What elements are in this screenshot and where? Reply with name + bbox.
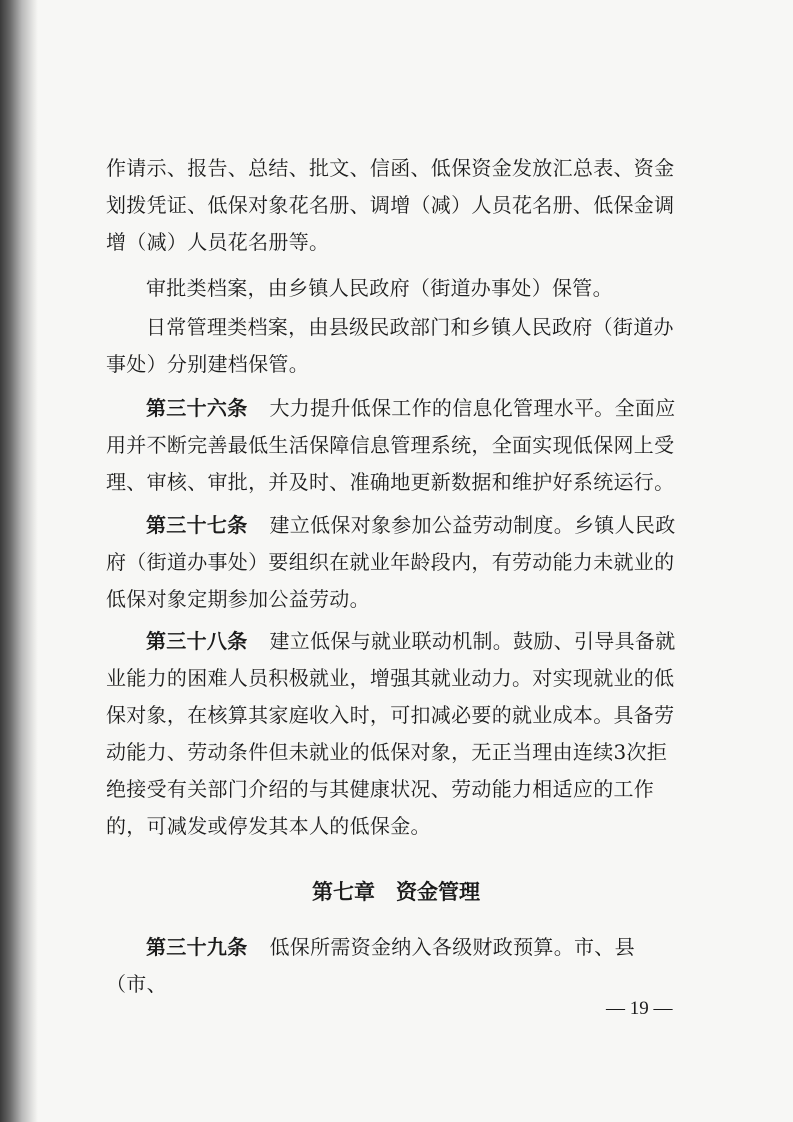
paragraph-text: 审批类档案，由乡镇人民政府（街道办事处）保管。	[146, 276, 613, 300]
paragraph-article-38	[106, 623, 686, 845]
paragraph-daily-archives	[106, 309, 686, 383]
article-number: 第三十九条	[146, 935, 248, 959]
article-number: 第三十七条	[146, 513, 248, 537]
paragraph-article-39	[106, 929, 686, 1003]
paragraph-text: 建立低保与就业联动机制。鼓励、引导具备就业能力的困难人员积极就业，增强其就业动力。对实现就业的低保对象，在核算其家庭收入时，可扣减必要的就业成本。具备劳动能力、劳动条件但未就业的低保对象，无正当理由连续3次拒绝接受有关部门介绍的与其健康状况、劳动能力相适应的工作的，可减发或停发其本人的低保金。	[106, 629, 676, 838]
page-number: — 19 —	[606, 998, 673, 1019]
paragraph-article-36	[106, 390, 686, 501]
paragraph-approval-archives	[106, 270, 686, 307]
paragraph-archive-list	[106, 150, 686, 261]
paragraph-text: 低保所需资金纳入各级财政预算。市、县（市、	[106, 935, 635, 996]
article-number: 第三十六条	[146, 396, 248, 420]
paragraph-text: 建立低保对象参加公益劳动制度。乡镇人民政府（街道办事处）要组织在就业年龄段内，有劳动能力未就业的低保对象定期参加公益劳动。	[106, 513, 676, 611]
article-number: 第三十八条	[146, 629, 248, 653]
paragraph-text: 日常管理类档案，由县级民政部门和乡镇人民政府（街道办事处）分别建档保管。	[106, 315, 674, 376]
paragraph-article-37	[106, 507, 686, 618]
paragraph-text: 大力提升低保工作的信息化管理水平。全面应用并不断完善最低生活保障信息管理系统，全面实现低保网上受理、审核、审批，并及时、准确地更新数据和维护好系统运行。	[106, 396, 676, 494]
paragraph-text: 作请示、报告、总结、批文、信函、低保资金发放汇总表、资金划拨凭证、低保对象花名册、调增（减）人员花名册、低保金调增（减）人员花名册等。	[106, 156, 675, 254]
chapter-heading: 第七章 资金管理	[312, 880, 480, 904]
